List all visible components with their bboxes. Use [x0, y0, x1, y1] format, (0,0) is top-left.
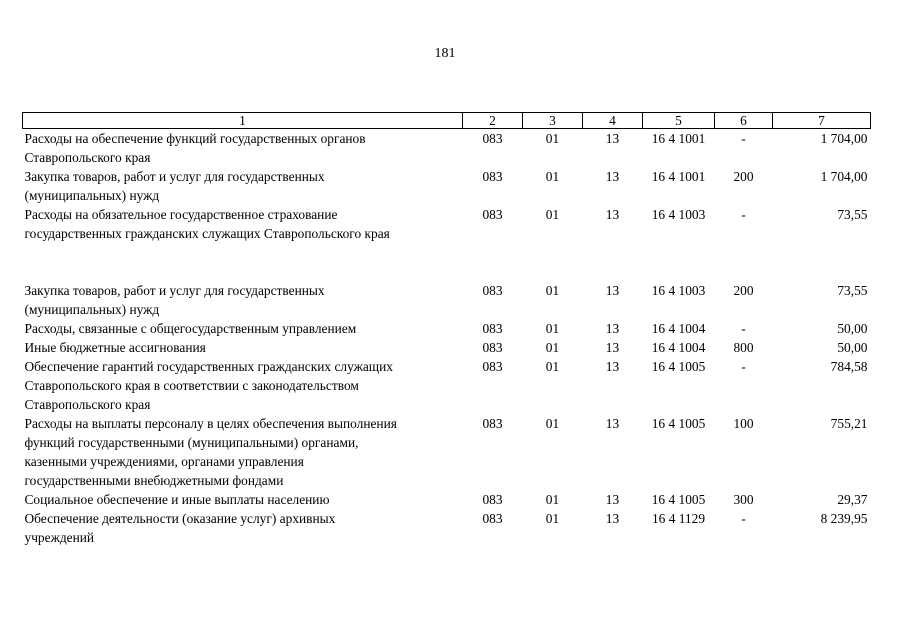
amount-cell: 29,37 [837, 492, 868, 507]
table-spacer-cell [23, 243, 871, 281]
header-col-4: 4 [583, 113, 643, 129]
table-row [23, 281, 871, 319]
target-article-cell: 16 4 1005 [651, 492, 706, 507]
item-name-line: Ставропольского края в соответствии с законодательством [24, 378, 359, 393]
section-code-cell: 01 [545, 511, 560, 526]
subsection-code-cell: 13 [605, 321, 620, 336]
item-name-cell [23, 414, 463, 490]
amount-cell: 73,55 [837, 283, 868, 298]
subsection-code-cell: 13 [605, 207, 620, 222]
item-name-cell [23, 357, 463, 414]
amount-cell: 1 704,00 [820, 131, 868, 146]
table-row [23, 319, 871, 338]
expense-type-cell: - [741, 207, 746, 222]
section-code-cell: 01 [545, 340, 560, 355]
table-row [23, 338, 871, 357]
amount-cell: 755,21 [830, 416, 868, 431]
header-col-5: 5 [643, 113, 715, 129]
item-name-line: казенными учреждениями, органами управления [24, 454, 304, 469]
item-name-cell [23, 167, 463, 205]
ministry-code-cell: 083 [482, 207, 503, 222]
item-name-cell [23, 205, 463, 243]
item-name-line: Расходы на обеспечение функций государственных органов [24, 131, 366, 146]
item-name-line: Обеспечение деятельности (оказание услуг) архивных [24, 511, 336, 526]
item-name-line: Расходы, связанные с общегосударственным управлением [24, 321, 357, 336]
item-name-line: Иные бюджетные ассигнования [24, 340, 206, 355]
target-article-cell: 16 4 1003 [651, 283, 706, 298]
ministry-code-cell: 083 [482, 321, 503, 336]
item-name-line: функций государственными (муниципальными) органами, [24, 435, 359, 450]
target-article-cell: 16 4 1001 [651, 131, 706, 146]
ministry-code-cell: 083 [482, 492, 503, 507]
target-article-cell: 16 4 1004 [651, 340, 706, 355]
section-code-cell: 01 [545, 321, 560, 336]
table-body [23, 129, 871, 548]
section-code-cell: 01 [545, 283, 560, 298]
amount-cell: 1 704,00 [820, 169, 868, 184]
section-code-cell: 01 [545, 416, 560, 431]
section-code-cell: 01 [545, 492, 560, 507]
table-row [23, 129, 871, 168]
ministry-code-cell: 083 [482, 283, 503, 298]
header-col-2: 2 [463, 113, 523, 129]
section-code-cell: 01 [545, 169, 560, 184]
item-name-line: учреждений [24, 530, 95, 545]
header-col-7: 7 [773, 113, 871, 129]
budget-table [22, 112, 871, 547]
target-article-cell: 16 4 1005 [651, 359, 706, 374]
expense-type-cell: 100 [733, 416, 754, 431]
item-name-line: государственными внебюджетными фондами [24, 473, 284, 488]
table-row [23, 509, 871, 547]
item-name-line: Ставропольского края [24, 150, 151, 165]
header-col-3: 3 [523, 113, 583, 129]
item-name-cell [23, 129, 463, 168]
subsection-code-cell: 13 [605, 169, 620, 184]
expense-type-cell: 800 [733, 340, 754, 355]
ministry-code-cell: 083 [482, 340, 503, 355]
expense-type-cell: - [741, 511, 746, 526]
header-col-1: 1 [23, 113, 463, 129]
amount-cell: 50,00 [837, 321, 868, 336]
subsection-code-cell: 13 [605, 131, 620, 146]
item-name-line: Закупка товаров, работ и услуг для государственных [24, 283, 325, 298]
ministry-code-cell: 083 [482, 169, 503, 184]
item-name-line: (муниципальных) нужд [24, 302, 160, 317]
table-row [23, 357, 871, 414]
expense-type-cell: 200 [733, 283, 754, 298]
target-article-cell: 16 4 1004 [651, 321, 706, 336]
item-name-line: Социальное обеспечение и иные выплаты населению [24, 492, 330, 507]
table-row [23, 205, 871, 243]
expense-type-cell: 300 [733, 492, 754, 507]
item-name-line: Закупка товаров, работ и услуг для государственных [24, 169, 325, 184]
table-row [23, 414, 871, 490]
subsection-code-cell: 13 [605, 359, 620, 374]
item-name-line: государственных гражданских служащих Ставропольского края [24, 226, 390, 241]
expense-type-cell: - [741, 359, 746, 374]
item-name-cell [23, 490, 463, 509]
amount-cell: 784,58 [830, 359, 868, 374]
item-name-cell [23, 319, 463, 338]
amount-cell: 73,55 [837, 207, 868, 222]
subsection-code-cell: 13 [605, 340, 620, 355]
ministry-code-cell: 083 [482, 359, 503, 374]
expense-type-cell: - [741, 131, 746, 146]
item-name-line: (муниципальных) нужд [24, 188, 160, 203]
item-name-line: Расходы на выплаты персоналу в целях обеспечения выполнения [24, 416, 397, 431]
target-article-cell: 16 4 1129 [651, 511, 706, 526]
table-spacer-row [23, 243, 871, 281]
item-name-cell [23, 281, 463, 319]
section-code-cell: 01 [545, 207, 560, 222]
target-article-cell: 16 4 1005 [651, 416, 706, 431]
subsection-code-cell: 13 [605, 492, 620, 507]
page-number: 181 [434, 46, 456, 61]
item-name-cell [23, 509, 463, 547]
table-row [23, 490, 871, 509]
table-header-row [23, 113, 871, 129]
subsection-code-cell: 13 [605, 416, 620, 431]
target-article-cell: 16 4 1001 [651, 169, 706, 184]
item-name-line: Ставропольского края [24, 397, 151, 412]
target-article-cell: 16 4 1003 [651, 207, 706, 222]
amount-cell: 8 239,95 [820, 511, 868, 526]
item-name-cell [23, 338, 463, 357]
subsection-code-cell: 13 [605, 283, 620, 298]
item-name-line: Расходы на обязательное государственное страхование [24, 207, 338, 222]
header-col-6: 6 [715, 113, 773, 129]
table-row [23, 167, 871, 205]
expense-type-cell: - [741, 321, 746, 336]
amount-cell: 50,00 [837, 340, 868, 355]
ministry-code-cell: 083 [482, 511, 503, 526]
ministry-code-cell: 083 [482, 416, 503, 431]
section-code-cell: 01 [545, 359, 560, 374]
section-code-cell: 01 [545, 131, 560, 146]
ministry-code-cell: 083 [482, 131, 503, 146]
item-name-line: Обеспечение гарантий государственных гражданских служащих [24, 359, 393, 374]
expense-type-cell: 200 [733, 169, 754, 184]
subsection-code-cell: 13 [605, 511, 620, 526]
